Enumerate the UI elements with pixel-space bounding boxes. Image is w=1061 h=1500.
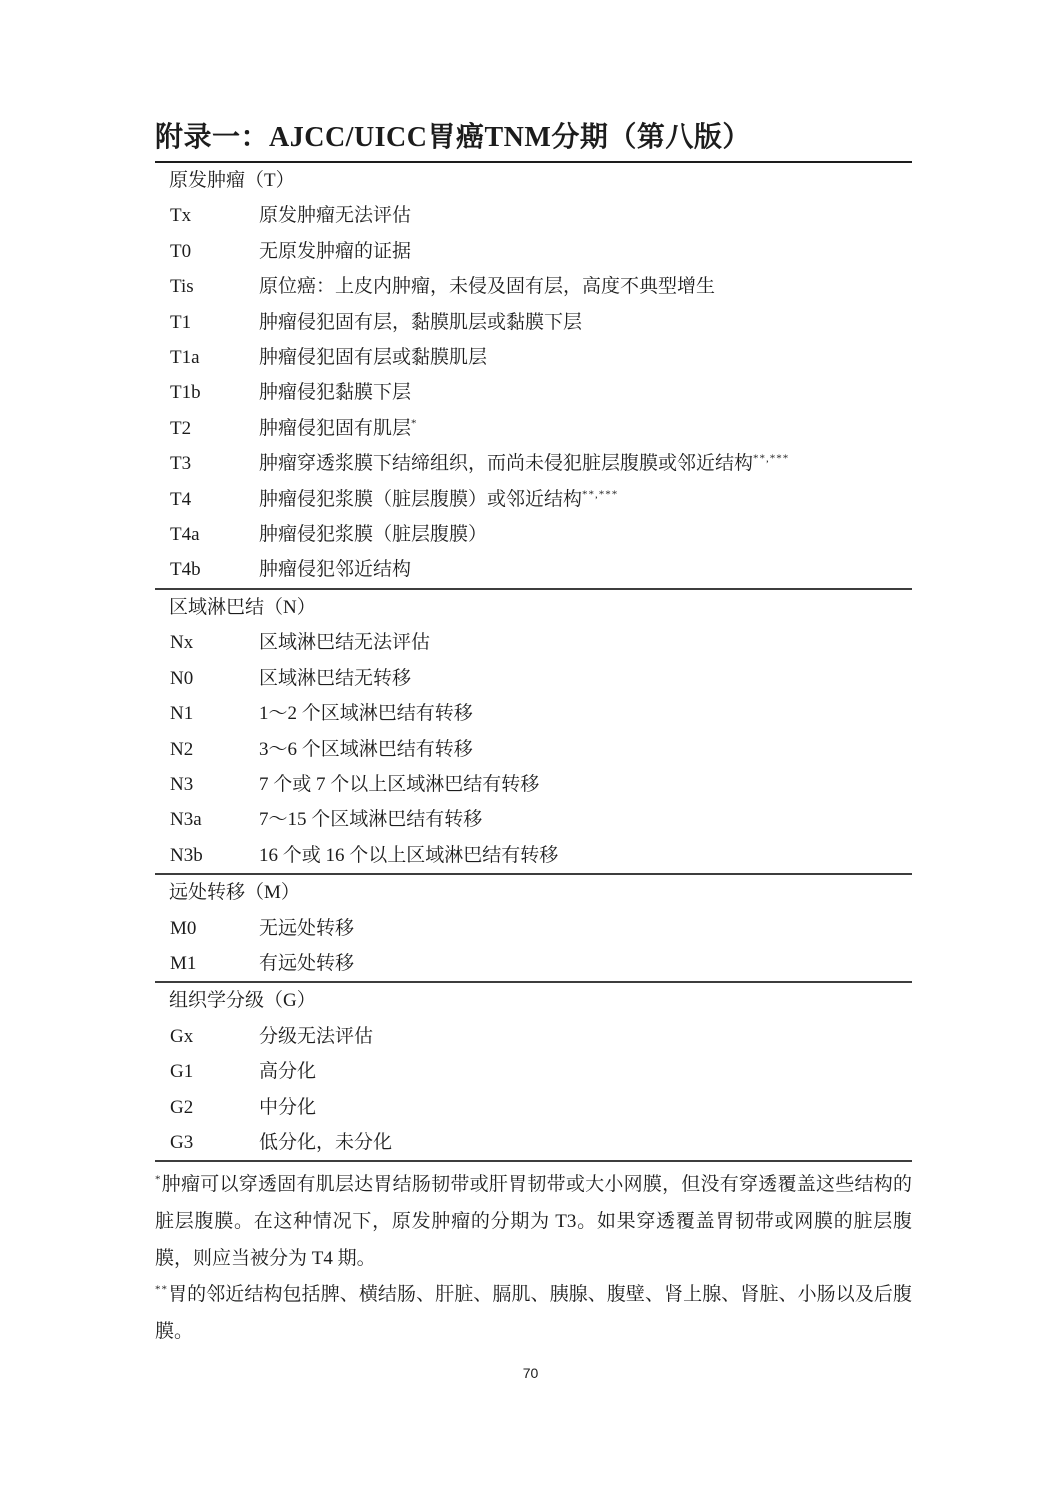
table-row xyxy=(155,234,912,269)
row-code: T0 xyxy=(170,240,192,262)
footnote-marker: ** xyxy=(155,1283,168,1296)
row-desc-text: 有远处转移 xyxy=(259,952,355,974)
row-code: N3a xyxy=(170,809,202,831)
row-footnote-marker: **,*** xyxy=(753,452,790,465)
row-code: G1 xyxy=(170,1061,194,1083)
table-row xyxy=(155,1054,912,1089)
row-desc-text: 肿瘤侵犯固有肌层 xyxy=(259,417,412,439)
row-code: T4b xyxy=(170,559,201,581)
row-code: T2 xyxy=(170,417,192,439)
table-row xyxy=(155,946,912,981)
row-description xyxy=(259,732,912,767)
row-desc-text: 肿瘤侵犯黏膜下层 xyxy=(259,382,412,404)
row-desc-text: 肿瘤侵犯固有层或黏膜肌层 xyxy=(259,347,488,369)
table-row xyxy=(155,1125,912,1160)
row-description xyxy=(259,269,912,304)
row-code: Tx xyxy=(170,205,192,227)
row-description xyxy=(259,696,912,731)
footnote-marker: * xyxy=(155,1174,162,1187)
tnm-section xyxy=(155,983,912,1162)
row-desc-text: 7 个或 7 个以上区域淋巴结有转移 xyxy=(259,773,540,795)
row-desc-text: 低分化，未分化 xyxy=(259,1131,393,1153)
table-row xyxy=(155,1019,912,1054)
footnote-text: 肿瘤可以穿透固有肌层达胃结肠韧带或肝胃韧带或大小网膜，但没有穿透覆盖这些结构的脏层腹膜。在这种情况下，原发肿瘤的分期为 T3。如果穿透覆盖胃韧带或网膜的脏层腹膜，则应当被分为 T4 期。 xyxy=(155,1174,912,1269)
row-description xyxy=(259,625,912,660)
table-row xyxy=(155,446,912,481)
row-code: T3 xyxy=(170,453,192,475)
row-description xyxy=(259,1054,912,1089)
row-code: Tis xyxy=(170,276,194,298)
page-number: 70 xyxy=(522,1365,539,1381)
footnote xyxy=(155,1277,912,1350)
row-desc-text: 肿瘤穿透浆膜下结缔组织，而尚未侵犯脏层腹膜或邻近结构 xyxy=(259,453,754,475)
footnote xyxy=(155,1167,912,1277)
tnm-section xyxy=(155,875,912,983)
table-row xyxy=(155,198,912,233)
table-row xyxy=(155,838,912,873)
section-rows xyxy=(155,911,912,982)
row-description xyxy=(259,838,912,873)
row-code: Nx xyxy=(170,632,194,654)
row-description xyxy=(259,1125,912,1160)
row-code: N3b xyxy=(170,844,203,866)
row-desc-text: 7～15 个区域淋巴结有转移 xyxy=(259,809,483,831)
row-description xyxy=(259,1090,912,1125)
row-code: N3 xyxy=(170,773,194,795)
row-description xyxy=(259,446,912,481)
row-description xyxy=(259,375,912,410)
row-desc-text: 3～6 个区域淋巴结有转移 xyxy=(259,738,473,760)
row-code: Gx xyxy=(170,1025,194,1047)
row-desc-text: 原发肿瘤无法评估 xyxy=(259,205,412,227)
row-code: T4a xyxy=(170,524,200,546)
table-row xyxy=(155,1090,912,1125)
row-description xyxy=(259,661,912,696)
table-row xyxy=(155,552,912,587)
row-desc-text: 原位癌：上皮内肿瘤，未侵及固有层，高度不典型增生 xyxy=(259,276,716,298)
table-row xyxy=(155,340,912,375)
row-code: T1 xyxy=(170,311,192,333)
table-row xyxy=(155,375,912,410)
tnm-section xyxy=(155,163,912,590)
row-desc-text: 16 个或 16 个以上区域淋巴结有转移 xyxy=(259,844,559,866)
row-desc-text: 分级无法评估 xyxy=(259,1025,374,1047)
row-description xyxy=(259,552,912,587)
row-desc-text: 肿瘤侵犯浆膜（脏层腹膜） xyxy=(259,524,488,546)
table-row xyxy=(155,661,912,696)
row-code: M1 xyxy=(170,952,197,974)
page-content xyxy=(155,0,912,1350)
row-code: N0 xyxy=(170,667,194,689)
row-desc-text: 区域淋巴结无法评估 xyxy=(259,632,431,654)
row-description xyxy=(259,411,912,446)
page-title: 附录一：AJCC/UICC胃癌TNM分期（第八版） xyxy=(155,0,912,163)
row-footnote-marker: * xyxy=(411,417,418,430)
row-desc-text: 无原发肿瘤的证据 xyxy=(259,240,412,262)
row-footnote-marker: **,*** xyxy=(582,488,619,501)
row-description xyxy=(259,946,912,981)
row-code: G2 xyxy=(170,1096,194,1118)
row-description xyxy=(259,767,912,802)
row-description xyxy=(259,911,912,946)
row-code: G3 xyxy=(170,1131,194,1153)
row-description xyxy=(259,517,912,552)
section-rows xyxy=(155,1019,912,1161)
row-description xyxy=(259,234,912,269)
table-row xyxy=(155,482,912,517)
row-description xyxy=(259,198,912,233)
row-desc-text: 区域淋巴结无转移 xyxy=(259,667,412,689)
section-header: 组织学分级（G） xyxy=(169,990,316,1012)
row-description xyxy=(259,482,912,517)
table-row xyxy=(155,911,912,946)
table-row xyxy=(155,696,912,731)
table-row xyxy=(155,305,912,340)
table-row xyxy=(155,269,912,304)
table-row xyxy=(155,767,912,802)
tnm-section xyxy=(155,590,912,875)
section-header: 原发肿瘤（T） xyxy=(169,170,295,191)
row-description xyxy=(259,340,912,375)
table-row xyxy=(155,517,912,552)
row-desc-text: 高分化 xyxy=(259,1061,317,1083)
footnotes xyxy=(155,1162,912,1350)
row-code: M0 xyxy=(170,917,197,939)
section-rows xyxy=(155,198,912,587)
row-desc-text: 肿瘤侵犯固有层，黏膜肌层或黏膜下层 xyxy=(259,311,583,333)
row-description xyxy=(259,802,912,837)
tnm-staging-table xyxy=(155,163,912,1162)
section-rows xyxy=(155,625,912,873)
row-desc-text: 肿瘤侵犯浆膜（脏层腹膜）或邻近结构 xyxy=(259,488,583,510)
row-code: T4 xyxy=(170,488,192,510)
row-code: T1a xyxy=(170,347,200,369)
row-desc-text: 无远处转移 xyxy=(259,917,355,939)
row-desc-text: 肿瘤侵犯邻近结构 xyxy=(259,559,412,581)
row-description xyxy=(259,1019,912,1054)
row-desc-text: 中分化 xyxy=(259,1096,317,1118)
row-desc-text: 1～2 个区域淋巴结有转移 xyxy=(259,703,473,725)
row-code: N1 xyxy=(170,703,194,725)
table-row xyxy=(155,802,912,837)
section-header: 远处转移（M） xyxy=(169,882,300,904)
table-row xyxy=(155,732,912,767)
table-row xyxy=(155,411,912,446)
table-row xyxy=(155,625,912,660)
row-description xyxy=(259,305,912,340)
row-code: N2 xyxy=(170,738,194,760)
row-code: T1b xyxy=(170,382,201,404)
section-header: 区域淋巴结（N） xyxy=(169,596,316,618)
footnote-text: 胃的邻近结构包括脾、横结肠、肝脏、膈肌、胰腺、腹壁、肾上腺、肾脏、小肠以及后腹膜。 xyxy=(155,1284,912,1342)
